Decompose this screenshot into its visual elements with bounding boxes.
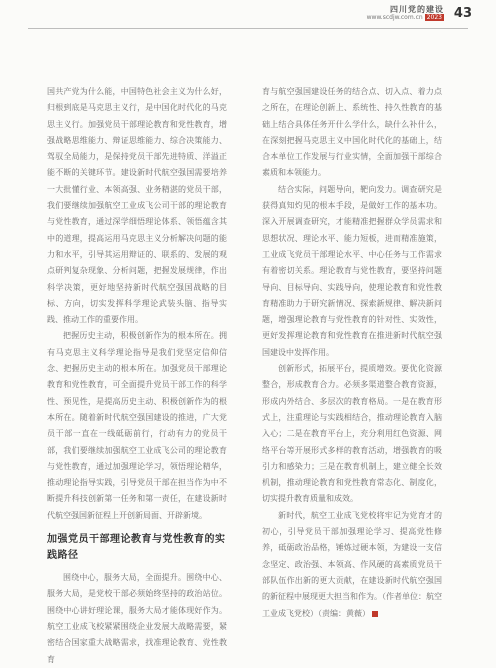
end-mark-icon xyxy=(372,611,378,617)
paragraph: 结合实际，问题导向，靶向发力。调查研究是获得真知灼见的根本手段，是做好工作的基本功。深入开展调查研究，才能精准把握群众学员需求和思想状况、理论水平、能力短板，进而精准施策，工业成飞党员干部理论水平、中心任务与工作需求有着密切关系。理论教育与党性教育，要坚持问题导向、目标导向、实践导向，使理论教育和党性教育精准助力于研究新情况、探索新规律、解决新问题，增强理论教育与党性教育的针对性、实效性，更好发挥理论教育和党性教育在推进新时代航空强国建设中发挥作用。 xyxy=(262,184,442,357)
page-number: 43 xyxy=(453,6,472,21)
paragraph: 把握历史主动，积极创新作为的根本所在。拥有马克思主义科学理论指导是我们党坚定信仰信念、把握历史主动的根本所在。加强党员干部理论教育和党性教育，可全面提升党员干部工作的科学性、预见性，是提高历史主动、积极创新作为的根本所在。随着新时代航空强国建设的推进，广大党员干部一直在一线砥砺前行，行动有力的党员干部，我们要继续加强航空工业成飞公司的理论教育与党性教育，通过加强理论学习，领悟理论精华，推动理论指导实践，引导党员干部在担当作为中不断提升科技创新第一任务和第一责任，在建设新时代航空强国新征程上开创新局面、开辟新境。 xyxy=(47,331,227,520)
paragraph: 育与航空强国建设任务的结合点、切入点、着力点之所在，在理论创新上、系统性、持久性教育的基础上结合具体任务开什么学什么，缺什么补什么，在深刻把握马克思主义中国化时代化的基础上，结合本单位工作发展与行业实情，全面加强干部综合素质和本领能力。 xyxy=(262,87,442,178)
paragraph: 创新形式，拓展平台，提质增效。要优化资源整合，形成教育合力。必须多渠道整合教育资源，形成内外结合、多层次的教育格局。一是在教育形式上，注重理论与实践相结合，推动理论教育入脑入心；二是在教育平台上，充分利用红色资源、网络平台等开展形式多样的教育活动，增强教育的吸引力和感染力；三是在教育机制上，建立健全长效机制，推动理论教育和党性教育常态化、制度化，切实提升教育质量和成效。 xyxy=(262,364,442,504)
page-header xyxy=(272,2,472,26)
header-divider xyxy=(28,28,468,29)
magazine-title: 四川党的建设 xyxy=(390,5,444,14)
right-column xyxy=(262,84,442,622)
magazine-url xyxy=(367,14,444,21)
paragraph-final xyxy=(262,508,442,622)
section-heading: 加强党员干部理论教育与党性教育的实践路径 xyxy=(47,534,226,562)
url-text: www.scdjw.com.cn xyxy=(366,14,423,21)
final-text: 新时代，航空工业成飞党校将牢记为党育才的初心，引导党员干部加强理论学习、提高党性修养，砥砺政治品格，锤炼过硬本领，为建设一支信念坚定、政治强、本领高、作风硬的高素质党员干部队伍作出新的更大贡献，在建设新时代航空强国的新征程中展现更大担当和作为。（作者单位：航空工业成飞党校）（责编：黄薇） xyxy=(262,510,442,618)
issue-badge: 2023 xyxy=(426,14,442,21)
paragraph: 围绕中心，服务大局，全面提升。围绕中心、服务大局，是党校干部必须始终坚持的政治站位。围绕中心讲好理论课，服务大局才能体现好作为。航空工业成飞校紧紧围绕企业发展大战略需要，紧密结合国家重大战略需求，找准理论教育、党性教育 xyxy=(47,573,227,664)
paragraph: 国共产党为什么能，中国特色社会主义为什么好，归根到底是马克思主义行，是中国化时代化的马克思主义行。加强党员干部理论教育和党性教育，增强战略思维能力、辩证思维能力、综合决策能力、驾驭全局能力，是保持党员干部先进特质、洋溢正能不断的关键环节。建设新时代航空强国需要培养一大批懂行业、本领高强、业务精湛的党员干部，我们要继续加强航空工业成飞公司干部的理论教育与党性教育，通过深学细悟理论体系、领悟蕴含其中的道理，提高运用马克思主义分析解决问题的能力和水平，引导其运用辩证的、联系的、发展的观点研判复杂现象、分析问题，把握发展规律，作出科学决策，更好地坚持新时代航空强国战略的目标、方向，切实发挥科学理论武装头脑、指导实践、推动工作的重要作用。 xyxy=(47,87,227,325)
left-column xyxy=(47,84,227,668)
